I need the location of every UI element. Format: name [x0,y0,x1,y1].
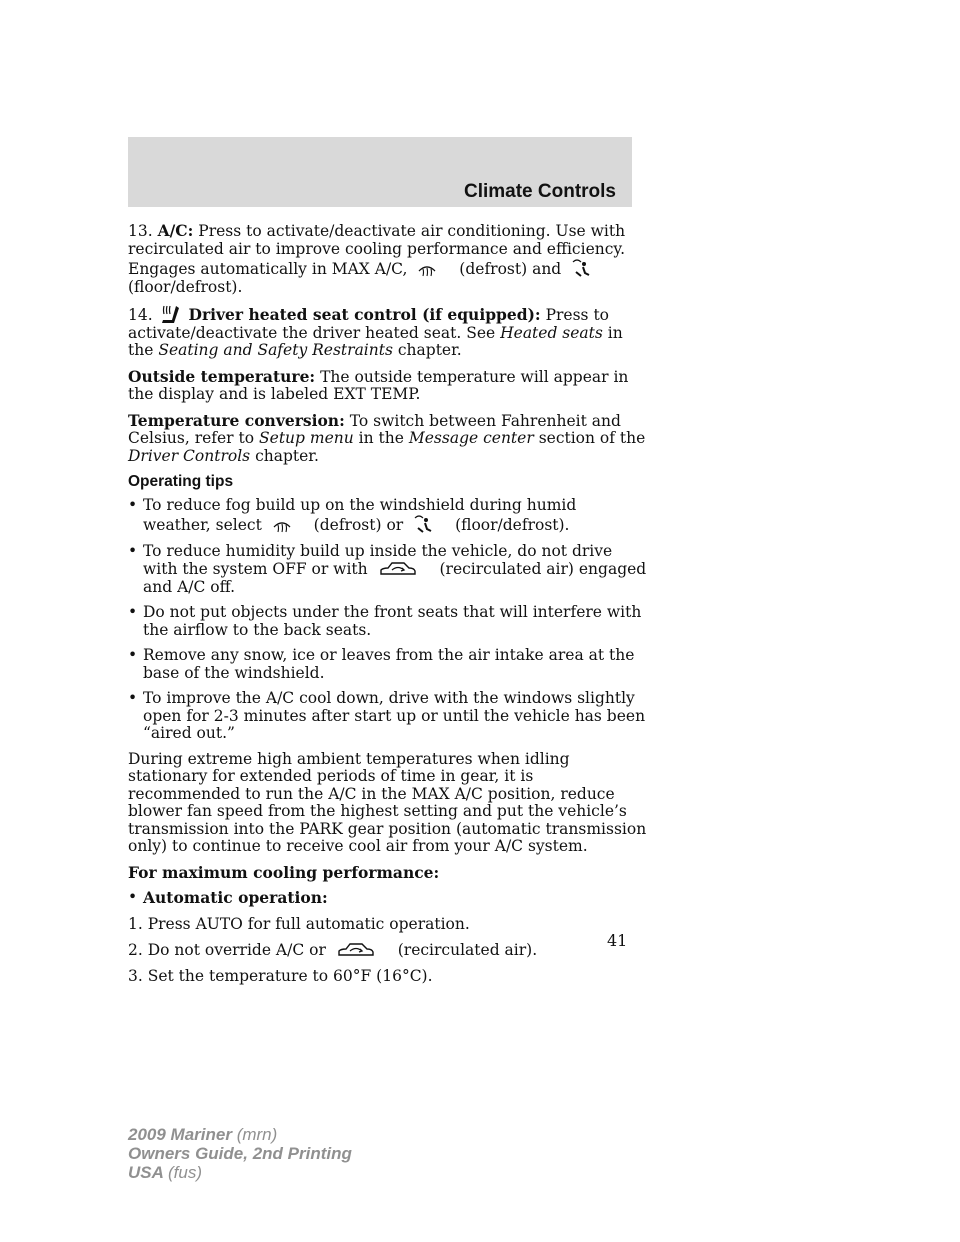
heated-seat-icon [160,304,180,324]
floor-defrost-icon [414,514,432,534]
link-seating-chapter: Seating and Safety Restraints [158,341,393,359]
list-item: • Automatic operation: [128,888,328,907]
item-label: A/C: [157,221,194,240]
list-item: • Remove any snow, ice or leaves from the air intake area at the base of the windshield. [128,646,635,682]
bullet: • [128,495,138,514]
temperature-conversion: Temperature conversion: To switch between Fahrenheit and Celsius, refer to Setup menu in the Message center section of the Driver Controls chapter. [128,410,646,465]
page-number: 41 [607,931,628,950]
defrost-icon [418,262,436,278]
operating-tips-heading: Operating tips [128,473,234,490]
section-title: Climate Controls [463,181,616,202]
item-14: 14. Driver heated seat control (if equipped): Press to activate/deactivate the driver heated seat. See Heated seats in the Seating and Safety Restraints chapter. [128,305,623,359]
recirculated-air-icon [337,941,375,959]
list-item: • To improve the A/C cool down, drive with the windows slightly open for 2-3 minutes after start up or until the vehicle has been “aired out.” [128,689,646,742]
floor-defrost-icon [572,258,590,278]
step-3: 3. Set the temperature to 60°F (16°C). [128,966,433,985]
max-cooling-heading: For maximum cooling performance: [128,862,440,882]
print-footer: 2009 Mariner (mrn) Owners Guide, 2nd Printing USA (fus) [128,1125,352,1182]
link-heated-seats: Heated seats [500,323,603,342]
item-text: Press to activate/deactivate air conditioning. Use with recirculated air to improve cooling performance and efficiency. Engages automatically in MAX A/C, [128,222,626,278]
tips-list [128,497,648,743]
recirculated-air-icon [379,560,417,578]
item-number: 13. [128,222,153,240]
item-13: 13. A/C: Press to activate/deactivate air conditioning. Use with recirculated air to improve cooling performance and efficiency. Engages automatically in MAX A/C, (defrost) and (floor/defrost). [128,221,626,296]
section-header [128,137,632,207]
outside-temperature: Outside temperature: The outside temperature will appear in the display and is labeled EXT TEMP. [128,366,629,403]
step-2: 2. Do not override A/C or (recirculated air). [128,941,538,959]
max-cooling-list [128,889,648,908]
extreme-temperatures-paragraph: During extreme high ambient temperatures when idling stationary for extended periods of time in gear, it is recommended to run the A/C in the MAX A/C position, reduce blower fan speed from the highest setting and put the vehicle’s transmission into the PARK gear position (automatic transmission only) to continue to receive cool air from your A/C system. [128,749,647,855]
defrost-icon [273,518,291,534]
page-content [128,222,648,993]
list-item: • To reduce humidity build up inside the vehicle, do not drive with the system OFF or with (recirculated air) engaged and A/C off. [128,541,647,596]
list-item: • To reduce fog build up on the windshield during humid weather, select (defrost) or (floor/defrost). [128,495,577,534]
list-item: • Do not put objects under the front seats that will interfere with the airflow to the back seats. [128,603,642,639]
step-1: 1. Press AUTO for full automatic operation. [128,914,470,933]
